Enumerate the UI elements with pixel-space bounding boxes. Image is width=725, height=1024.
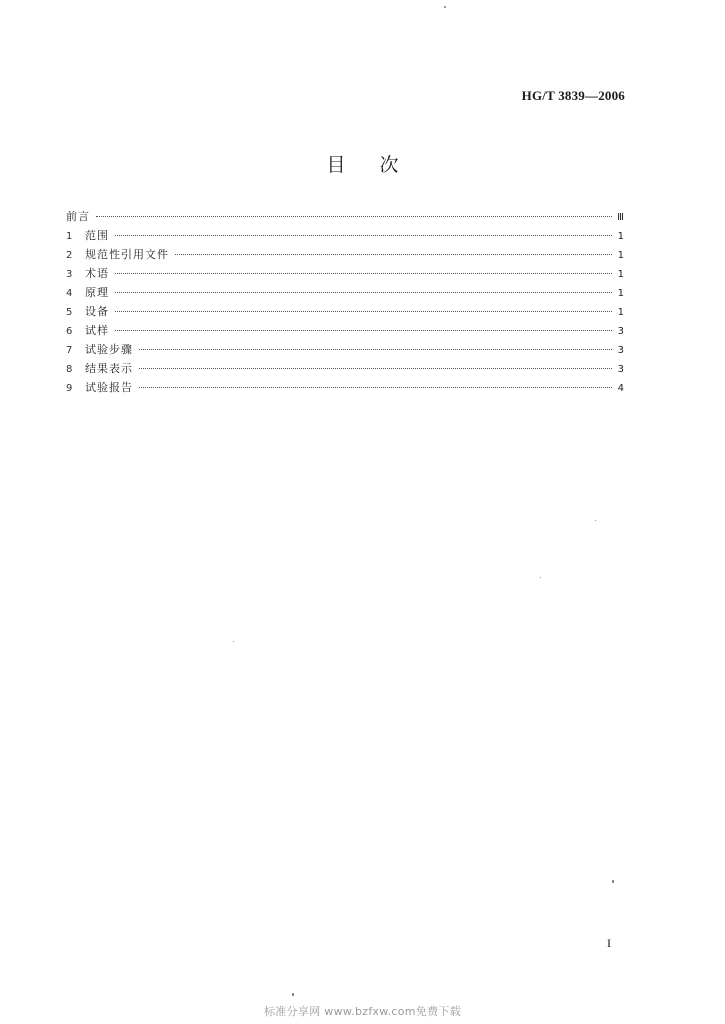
toc-entry-normative-references[interactable] [66, 246, 624, 265]
toc-entry-terms[interactable] [66, 265, 624, 284]
toc-entry-foreword[interactable] [66, 208, 624, 227]
dot-leader [115, 330, 612, 331]
toc-entry-number: 4 [66, 288, 73, 299]
toc-entry-number: 2 [66, 250, 73, 261]
toc-entry-label: 原理 [85, 286, 109, 299]
scan-speck [444, 6, 446, 8]
toc-entry-label: 规范性引用文件 [85, 248, 169, 261]
toc-entry-label: 试验步骤 [85, 343, 133, 356]
scan-speck [540, 577, 541, 578]
toc-entry-label: 设备 [85, 305, 109, 318]
toc-entry-page: 3 [617, 364, 624, 375]
table-of-contents [66, 208, 624, 398]
toc-entry-number: 3 [66, 269, 73, 280]
dot-leader [115, 273, 612, 274]
toc-entry-number: 6 [66, 326, 73, 337]
page-folio: I [607, 936, 611, 950]
dot-leader [115, 311, 612, 312]
scan-speck [612, 880, 614, 883]
toc-entry-apparatus[interactable] [66, 303, 624, 322]
toc-entry-number: 9 [66, 383, 73, 394]
scan-speck [233, 641, 234, 642]
toc-entry-page: 1 [617, 250, 624, 261]
toc-entry-label: 试样 [85, 324, 109, 337]
toc-entry-page: Ⅲ [617, 212, 624, 223]
dot-leader [139, 387, 612, 388]
toc-entry-label: 范围 [85, 229, 109, 242]
dot-leader [96, 216, 612, 217]
dot-leader [139, 368, 612, 369]
toc-entry-test-report[interactable] [66, 379, 624, 398]
toc-entry-number: 8 [66, 364, 73, 375]
toc-entry-specimen[interactable] [66, 322, 624, 341]
dot-leader [115, 235, 612, 236]
standard-number: HG/T 3839—2006 [521, 88, 625, 103]
dot-leader [139, 349, 612, 350]
toc-entry-page: 1 [617, 307, 624, 318]
toc-entry-label: 试验报告 [85, 381, 133, 394]
toc-entry-page: 1 [617, 269, 624, 280]
toc-entry-procedure[interactable] [66, 341, 624, 360]
toc-entry-expression-of-results[interactable] [66, 360, 624, 379]
toc-entry-label: 术语 [85, 267, 109, 280]
toc-entry-number: 5 [66, 307, 73, 318]
toc-entry-scope[interactable] [66, 227, 624, 246]
watermark-text: 标准分享网 www.bzfxw.com免费下载 [264, 1005, 461, 1018]
toc-entry-number: 7 [66, 345, 73, 356]
dot-leader [115, 292, 612, 293]
toc-title: 目次 [326, 154, 433, 176]
toc-entry-principle[interactable] [66, 284, 624, 303]
toc-entry-label: 结果表示 [85, 362, 133, 375]
toc-entry-page: 4 [617, 383, 624, 394]
toc-entry-page: 1 [617, 288, 624, 299]
scan-speck [292, 993, 294, 996]
toc-entry-page: 3 [617, 326, 624, 337]
toc-entry-label: 前言 [66, 210, 90, 223]
dot-leader [175, 254, 612, 255]
toc-entry-page: 1 [617, 231, 624, 242]
toc-entry-number: 1 [66, 231, 73, 242]
scan-speck [595, 520, 596, 521]
toc-entry-page: 3 [617, 345, 624, 356]
